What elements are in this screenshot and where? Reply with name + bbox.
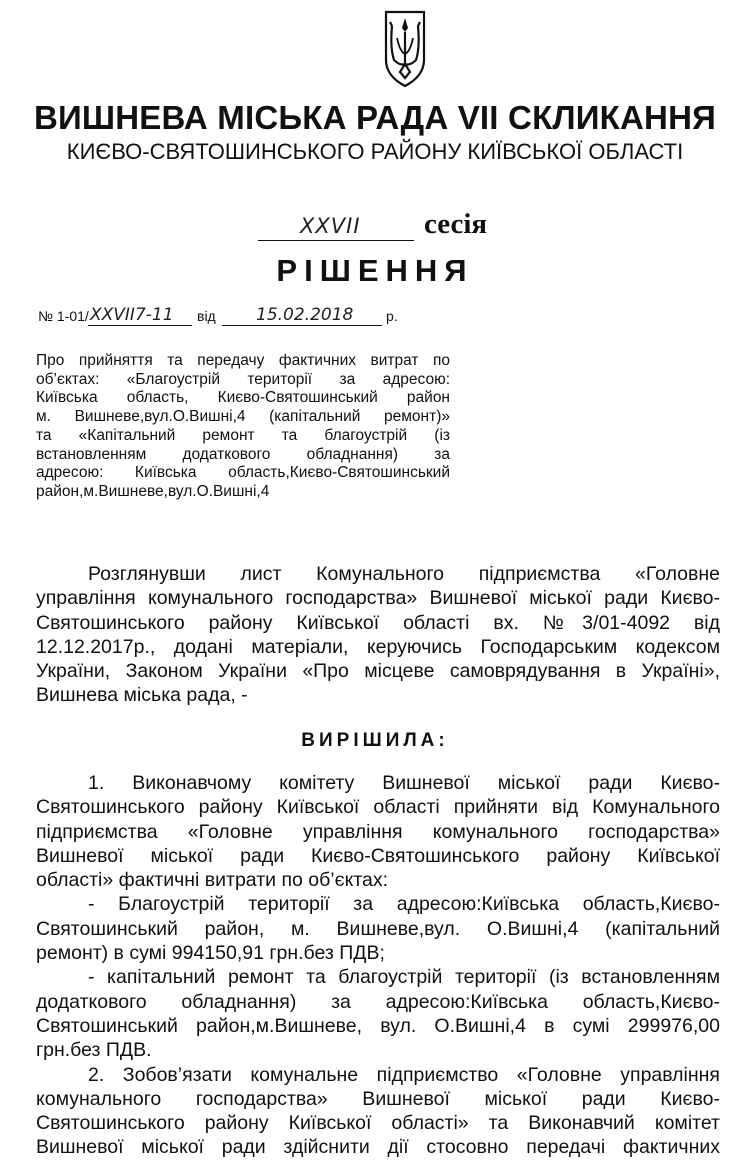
from-label: від xyxy=(197,308,216,324)
item-line: 2. Зобов’язати комунальне підприємство «Головне управління xyxy=(88,1063,720,1086)
preamble-line: управління комунального господарства» Вишневої міської ради Києво- xyxy=(36,587,720,610)
number-prefix: № 1-01/ xyxy=(38,308,89,324)
item-line: додаткового обладнання) за адресою:Київська область,Києво- xyxy=(36,990,720,1013)
session-line xyxy=(258,206,558,246)
council-title: ВИШНЕВА МІСЬКА РАДА VII СКЛИКАННЯ xyxy=(33,99,717,136)
preamble-line: Розглянувши лист Комунального підприємства «Головне xyxy=(88,563,720,585)
subject-line: Київська область, Києво-Святошинський район xyxy=(36,389,450,407)
item-line: області» фактичні витрати по об’єктах: xyxy=(36,869,389,892)
item-line: - капітальний ремонт та благоустрій території (із встановленням xyxy=(88,966,720,989)
subject-line: адресою: Київська область,Києво-Святошинський xyxy=(36,464,450,482)
item-line: комунального господарства» Вишневої міської ради Києво- xyxy=(36,1087,720,1110)
preamble-line: України, Законом України «Про місцеве самоврядування в Україні», xyxy=(36,660,720,683)
decision-subject xyxy=(36,352,450,502)
preamble-line: 12.12.2017р., додані матеріали, керуючись Господарським кодексом xyxy=(36,635,720,658)
decision-date: 15.02.2018 xyxy=(256,305,354,325)
item-line: - Благоустрій території за адресою:Київська область,Києво- xyxy=(88,893,720,916)
subject-line: встановленням додаткового обладнання) за xyxy=(36,445,450,463)
item-line: підприємства «Головне управління комунального господарства» xyxy=(36,820,720,843)
decision-number-line xyxy=(38,305,438,331)
preamble-line: Вишнева міська рада, - xyxy=(36,684,248,707)
subject-line: район,м.Вишневе,вул.О.Вишні,4 xyxy=(36,482,270,500)
session-number: XXVII xyxy=(300,214,361,238)
decision-title: РІШЕННЯ xyxy=(276,253,474,288)
item-line: Вишневої міської ради Києво-Святошинського району Київської xyxy=(36,844,720,867)
item-line: грн.без ПДВ. xyxy=(36,1039,152,1062)
item-line: Святошинського району Київської області прийняти від Комунального xyxy=(36,796,720,819)
item-line: Святошинського району Київської області» та Виконавчий комітет xyxy=(36,1112,720,1135)
item-line: Вишневої міської ради здійснити дії стосовно передачі фактичних xyxy=(36,1136,720,1159)
date-suffix: р. xyxy=(386,308,398,324)
preamble xyxy=(36,562,720,708)
item-line: Святошинський район,м.Вишневе, вул. О.Вишні,4 в сумі 299976,00 xyxy=(36,1014,720,1037)
subject-line: м. Вишневе,вул.О.Вишні,4 (капітальний ремонт)» xyxy=(36,408,450,426)
item-line: Святошинський район, м. Вишневе,вул. О.Вишні,4 (капітальний xyxy=(36,917,720,940)
subject-line: та «Капітальний ремонт та благоустрій (із xyxy=(36,426,450,444)
session-label: сесія xyxy=(424,208,488,240)
resolved-heading: ВИРІШИЛА: xyxy=(301,730,449,751)
subject-line: Про прийняття та передачу фактичних витрат по xyxy=(36,352,450,369)
preamble-line: Святошинського району Київської області вх. №3/01-4092 від xyxy=(36,611,720,634)
decision-number: XXVII7-11 xyxy=(90,305,174,325)
council-district: КИЄВО-СВЯТОШИНСЬКОГО РАЙОНУ КИЇВСЬКОЇ ОБЛАСТІ xyxy=(66,139,684,164)
item-line: 1. Виконавчому комітету Вишневої міської ради Києво- xyxy=(88,772,720,794)
trident-emblem-icon xyxy=(380,8,430,88)
resolution-items xyxy=(36,771,720,1160)
subject-line: об’єктах: «Благоустрій території за адресою: xyxy=(36,370,450,388)
item-line: ремонт) в сумі 994150,91 грн.без ПДВ; xyxy=(36,942,385,965)
